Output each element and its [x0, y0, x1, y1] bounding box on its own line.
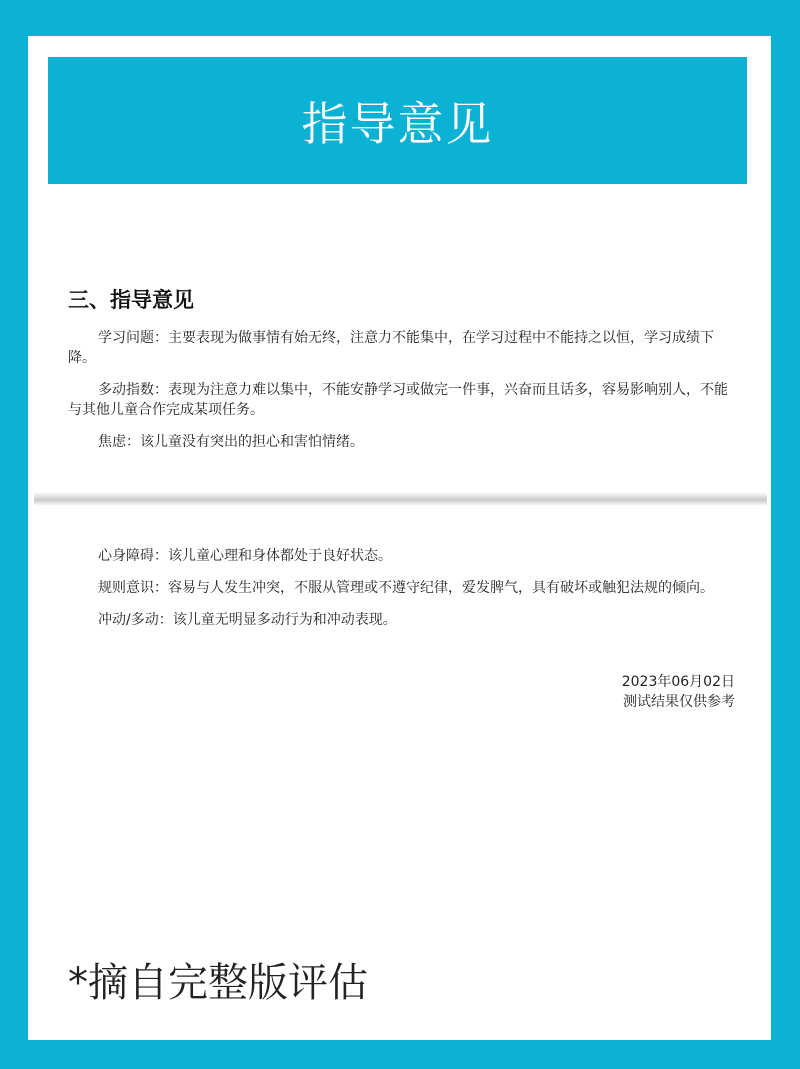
document-page-1 — [68, 284, 733, 464]
paragraph-impulsivity: 冲动/多动：该儿童无明显多动行为和冲动表现。 — [98, 612, 397, 628]
footnote: *摘自完整版评估 — [68, 960, 368, 1006]
section-heading: 三、指导意见 — [68, 288, 194, 312]
page-divider — [34, 492, 767, 506]
disclaimer: 测试结果仅供参考 — [623, 694, 735, 710]
title-banner — [48, 57, 747, 184]
banner-title: 指导意见 — [301, 96, 494, 151]
document-page-2 — [68, 546, 733, 642]
report-card — [28, 36, 771, 1040]
report-date: 2023年06月02日 — [621, 674, 735, 690]
paragraph-hyperactivity: 多动指数：表现为注意力难以集中，不能安静学习或做完一件事，兴奋而且话多，容易影响别人，不能与其他儿童合作完成某项任务。 — [68, 382, 728, 418]
paragraph-learning: 学习问题：主要表现为做事情有始无终，注意力不能集中，在学习过程中不能持之以恒，学习成绩下降。 — [68, 330, 714, 366]
paragraph-psychosomatic: 心身障碍：该儿童心理和身体都处于良好状态。 — [98, 548, 392, 564]
signature-block — [622, 672, 735, 712]
paragraph-anxiety: 焦虑：该儿童没有突出的担心和害怕情绪。 — [98, 434, 364, 450]
paragraph-rule-awareness: 规则意识：容易与人发生冲突，不服从管理或不遵守纪律，爱发脾气，具有破坏或触犯法规的倾向。 — [98, 580, 714, 596]
